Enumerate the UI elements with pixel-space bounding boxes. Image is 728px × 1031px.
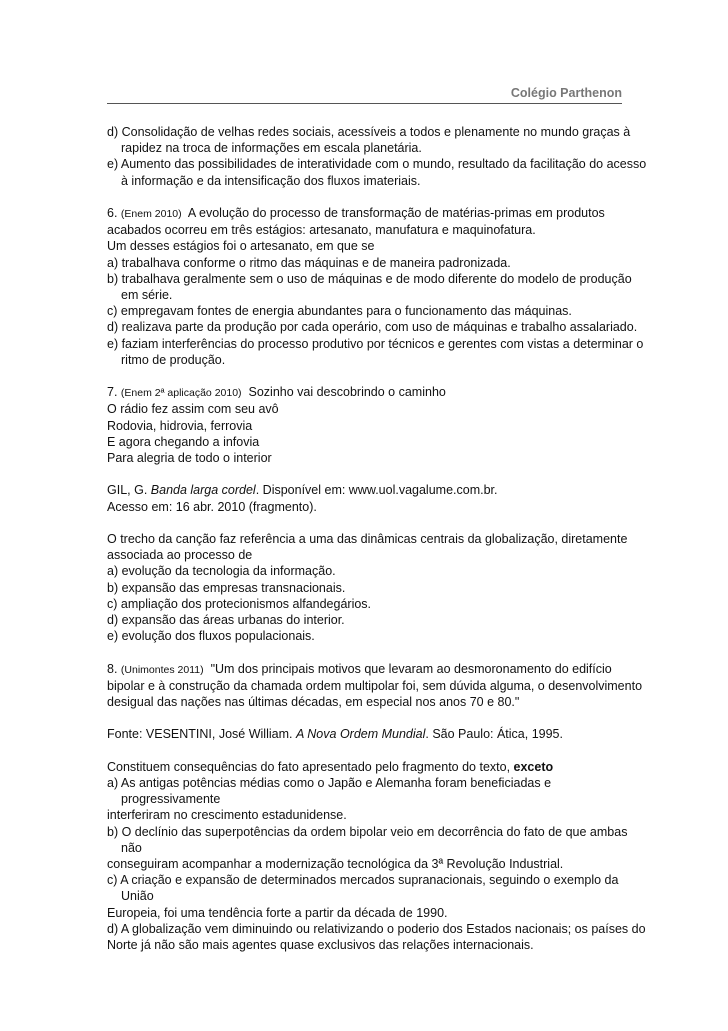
q8-option-a-cont2: interferiram no crescimento estadunidense. (107, 808, 347, 823)
q8-option-d-cont: Norte já não são mais agentes quase exclusivos das relações internacionais. (107, 938, 534, 953)
q8-stem: Constituem consequências do fato apresentado pelo fragmento do texto, exceto (107, 759, 554, 774)
q8-option-c-cont2: Europeia, foi uma tendência forte a partir da década de 1990. (107, 905, 448, 920)
q5-option-e-cont: à informação e da intensificação dos fluxos imateriais. (121, 173, 421, 188)
q6-source: (Enem 2010) (120, 208, 182, 220)
q7-reference-title: Banda larga cordel (150, 483, 256, 498)
q8-quote-line1 (107, 661, 627, 678)
q7-option-d: d) expansão das áreas urbanas do interior. (107, 613, 345, 628)
q8-option-a: a) As antigas potências médias como o Japão e Alemanha foram beneficiadas e (107, 776, 552, 791)
q6-option-a: a) trabalhava conforme o ritmo das máquinas e de maneira padronizada. (107, 255, 511, 270)
q7-option-b: b) expansão das empresas transnacionais. (107, 580, 346, 595)
q8-option-a-cont: progressivamente (121, 792, 221, 807)
document-body (107, 124, 647, 953)
question-7 (107, 384, 627, 644)
q7-number: 7. (107, 385, 118, 400)
q6-option-e-cont: ritmo de produção. (121, 352, 226, 367)
q6-stem-line3: Um desses estágios foi o artesanato, em que se (107, 239, 375, 254)
q7-stem-line2: associada ao processo de (107, 548, 253, 563)
q7-lyric-line5: Para alegria de todo o interior (107, 451, 272, 466)
q8-option-b-cont2: conseguiram acompanhar a modernização tecnológica da 3ª Revolução Industrial. (107, 857, 564, 872)
q8-option-c: c) A criação e expansão de determinados mercados supranacionais, seguindo o exemplo da (107, 873, 619, 888)
q7-lyric-line1 (107, 384, 627, 401)
q8-number: 8. (107, 661, 118, 676)
q8-option-b-cont: não (121, 840, 142, 855)
q6-stem-line2: acabados ocorreu em três estágios: artesanato, manufatura e maquinofatura. (107, 223, 536, 238)
q6-number: 6. (107, 206, 118, 220)
q6-option-c: c) empregavam fontes de energia abundantes para o funcionamento das máquinas. (107, 304, 572, 319)
q7-option-c: c) ampliação dos protecionismos alfandegários. (107, 596, 372, 611)
q8-fonte: Fonte: VESENTINI, José William. A Nova Ordem Mundial. São Paulo: Ática, 1995. (107, 727, 563, 742)
q8-quote-line2: bipolar e à construção da chamada ordem multipolar foi, sem dúvida alguma, o desenvolvimento (107, 678, 643, 693)
q7-lyric-text: Sozinho vai descobrindo o caminho (248, 385, 446, 400)
school-header: Colégio Parthenon (510, 86, 622, 100)
q6-stem-text: A evolução do processo de transformação de matérias-primas em produtos (187, 206, 605, 220)
q7-option-a: a) evolução da tecnologia da informação. (107, 564, 336, 579)
q7-lyric-line2: O rádio fez assim com seu avô (107, 402, 279, 417)
q5-option-d-cont: rapidez na troca de informações em escala planetária. (121, 141, 422, 156)
q6-option-d: d) realizava parte da produção por cada operário, com uso de máquinas e trabalho assalariado. (107, 320, 638, 335)
q5-option-d: d) Consolidação de velhas redes sociais, acessíveis a todos e plenamente no mundo graças à (107, 125, 631, 139)
q8-quote-text: "Um dos principais motivos que levaram ao desmoronamento do edifício (210, 661, 612, 676)
q6-option-e: e) faziam interferências do processo produtivo por técnicos e gerentes com vistas a determinar o (107, 336, 644, 351)
q6-stem-line1 (107, 205, 627, 222)
q7-reference-access: Acesso em: 16 abr. 2010 (fragmento). (107, 499, 317, 514)
q8-option-d: d) A globalização vem diminuindo ou relativizando o poderio dos Estados nacionais; os países do (107, 921, 646, 936)
q8-option-b: b) O declínio das superpotências da ordem bipolar veio em decorrência do fato de que ambas (107, 824, 628, 839)
q8-option-c-cont: União (121, 889, 154, 904)
q6-option-b: b) trabalhava geralmente sem o uso de máquinas e de modo diferente do modelo de produção (107, 271, 632, 286)
q7-source: (Enem 2ª aplicação 2010) (120, 387, 242, 400)
q7-lyric-line3: Rodovia, hidrovia, ferrovia (107, 418, 253, 433)
q8-fonte-title: A Nova Ordem Mundial (295, 727, 426, 742)
q8-quote-line3: desigual das nações nas últimas décadas, em especial nos anos 70 e 80." (107, 695, 520, 710)
q8-source: (Unimontes 2011) (120, 663, 204, 676)
q7-reference: GIL, G. Banda larga cordel. Disponível em: www.uol.vagalume.com.br. (107, 483, 498, 498)
question-5-options (107, 124, 647, 189)
q8-stem-exceto: exceto (513, 759, 554, 774)
header-divider (107, 103, 622, 104)
q7-lyric-line4: E agora chegando a infovia (107, 434, 260, 449)
q6-option-b-cont: em série. (121, 288, 173, 303)
question-6 (107, 205, 644, 368)
question-8 (107, 661, 646, 954)
q7-option-e: e) evolução dos fluxos populacionais. (107, 629, 315, 644)
q7-stem-line1: O trecho da canção faz referência a uma das dinâmicas centrais da globalização, diretamente (107, 532, 628, 547)
q5-option-e: e) Aumento das possibilidades de interatividade com o mundo, resultado da facilitação do acesso (107, 157, 647, 172)
